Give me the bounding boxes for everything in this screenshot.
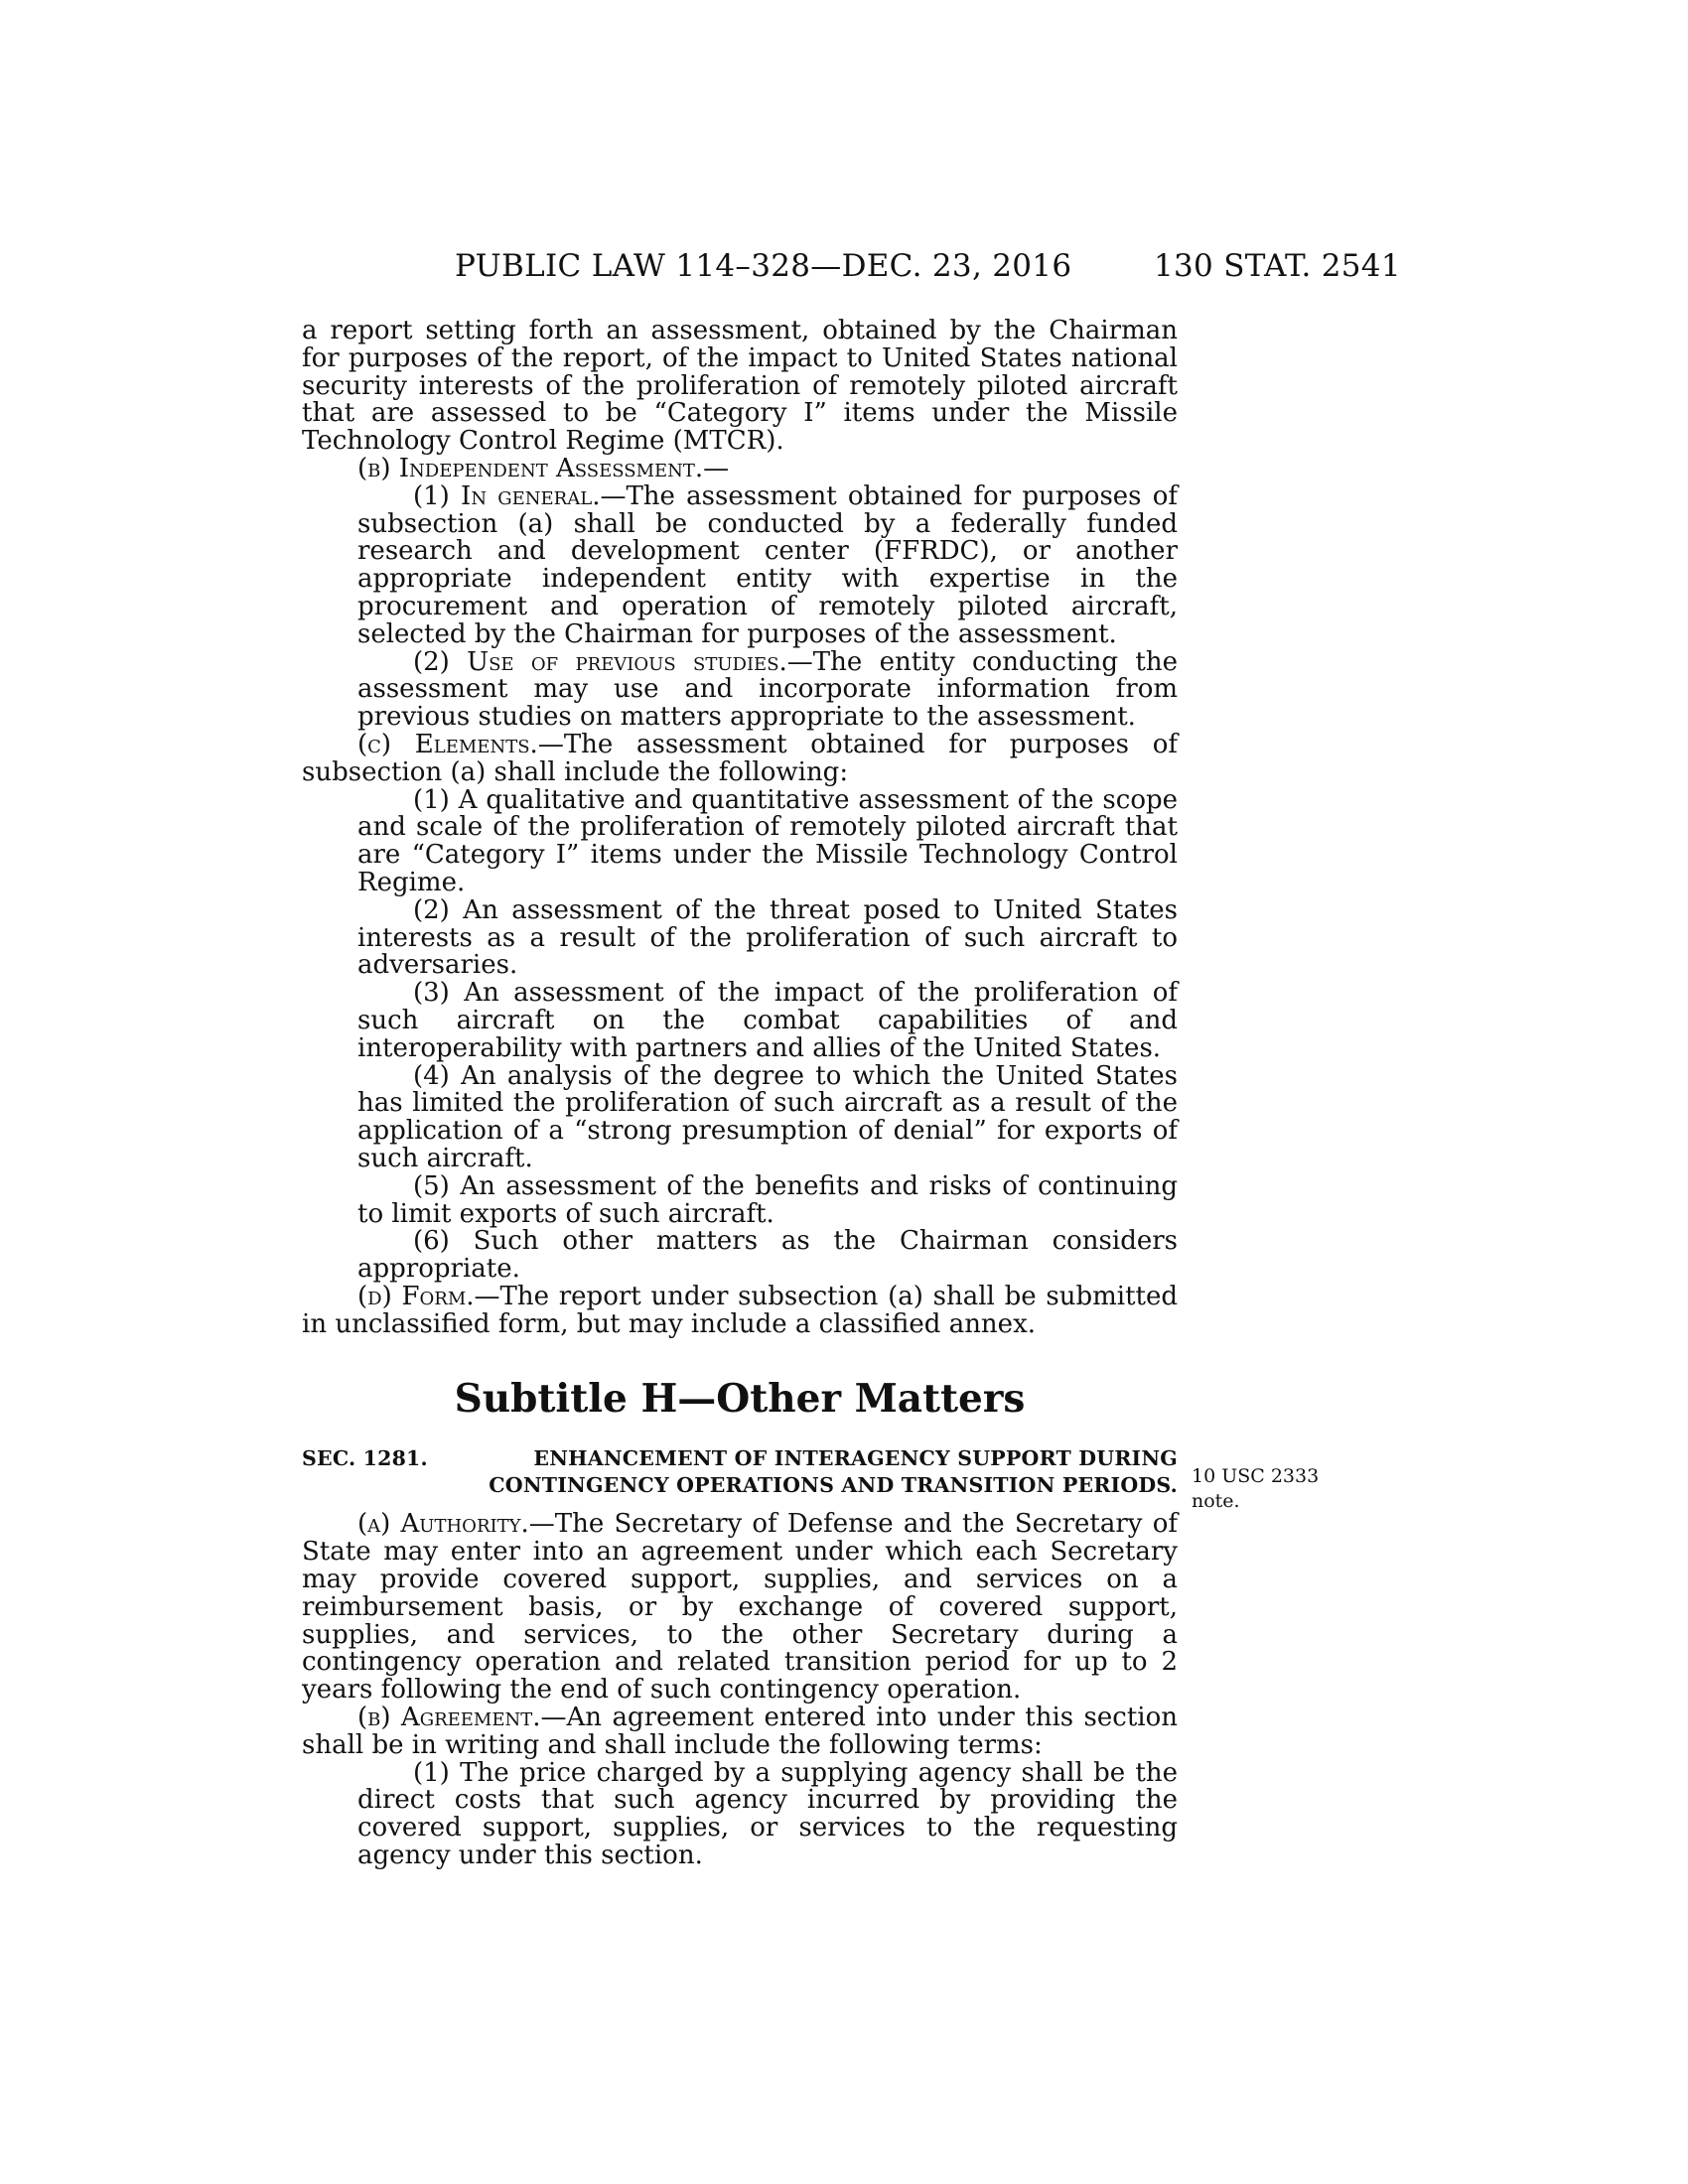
margin-note-suffix: note. (1192, 1490, 1240, 1512)
element-c5: (5) An assessment of the benefits and risks of continuing to limit exports of such aircraft. (357, 1170, 1178, 1229)
section-paragraph-b1: (1) The price charged by a supplying agency shall be the direct costs that such agency incurred by providing the covered support, supplies, or services to the requesting agency under this section. (357, 1757, 1178, 1871)
subsection-c (302, 729, 1179, 787)
section-a-label: (a) Authority. (357, 1509, 529, 1540)
margin-note-citation: 10 USC 2333 (1192, 1465, 1320, 1487)
page-body (302, 318, 1178, 1870)
section-b-label: (b) Agreement. (357, 1703, 541, 1733)
section-a-text: —The Secretary of Defense and the Secretary of State may enter into an agreement under which each Secretary may provide covered support, supplies, and services on a reimbursement basis, or by exchange of covered support, supplies, and services, to the other Secretary during a contingency operation and related transition period for up to 2 years following the end of such contingency operation. (302, 1509, 1178, 1706)
element-c6: (6) Such other matters as the Chairman considers appropriate. (357, 1226, 1178, 1285)
paragraph-b1-label: (1) In general. (413, 480, 601, 511)
paragraph-report: a report setting forth an assessment, obtained by the Chairman for purposes of the report, of the impact to United States national security interests of the proliferation of remotely piloted aircraft that are assessed to be “Category I” items under the Missile Technology Control Regime (MTCR). (302, 316, 1178, 457)
element-c2: (2) An assessment of the threat posed to United States interests as a result of the proliferation of such aircraft to adversaries. (357, 894, 1178, 981)
section-number: SEC. 1281. (302, 1446, 428, 1471)
paragraph-b1-text: —The assessment obtained for purposes of subsection (a) shall be conducted by a federally funded research and development center (FFRDC), or another appropriate independent entity with expertise in the procurement and operation of remotely piloted aircraft, selected by the Chairman for purposes of the assessment. (357, 480, 1179, 649)
element-c4: (4) An analysis of the degree to which the United States has limited the proliferation of such aircraft as a result of the application of a “strong presumption of denial” for exports of such aircraft. (357, 1060, 1178, 1173)
paragraph-b2 (302, 646, 1178, 733)
subsection-b-label: (b) Independent Assessment.— (357, 453, 730, 483)
paragraph-b2-label: (2) Use of previous studies. (413, 646, 787, 677)
section-b-text: —An agreement entered into under this section shall be in writing and shall include the following terms: (302, 1703, 1178, 1760)
subsection-c-label: (c) Elements. (357, 729, 538, 759)
paragraph-b2-text: —The entity conducting the assessment may use and incorporate information from previous studies on matters appropriate to the assessment. (357, 646, 1178, 733)
subsection-d (302, 1281, 1178, 1339)
subtitle-heading: Subtitle H—Other Matters (454, 1376, 1026, 1423)
section-heading (302, 1445, 1178, 1499)
paragraph-b1 (302, 480, 1179, 649)
section-subsection-a (302, 1511, 1178, 1705)
subsection-d-text: —The report under subsection (a) shall be submitted in unclassified form, but may include a classified annex. (302, 1281, 1178, 1339)
running-header-page: 130 STAT. 2541 (1154, 248, 1401, 284)
subsection-b-heading (302, 453, 1178, 483)
section-title-line2: CONTINGENCY OPERATIONS AND TRANSITION PERIODS. (489, 1473, 1178, 1498)
section-title-line1: ENHANCEMENT OF INTERAGENCY SUPPORT DURING (533, 1446, 1178, 1471)
section-subsection-b (302, 1705, 1178, 1760)
element-c3: (3) An assessment of the impact of the proliferation of such aircraft on the combat capabilities of and interoperability with partners and allies of the United States. (357, 978, 1178, 1063)
running-header-title: PUBLIC LAW 114–328—DEC. 23, 2016 (455, 248, 1072, 284)
margin-note (1192, 1464, 1319, 1514)
subsection-c-text: —The assessment obtained for purposes of subsection (a) shall include the following: (302, 729, 1179, 787)
subsection-d-label: (d) Form. (357, 1281, 475, 1311)
element-c1: (1) A qualitative and quantitative assessment of the scope and scale of the proliferation of remotely piloted aircraft that are “Category I” items under the Missile Technology Control Regime. (357, 784, 1178, 897)
